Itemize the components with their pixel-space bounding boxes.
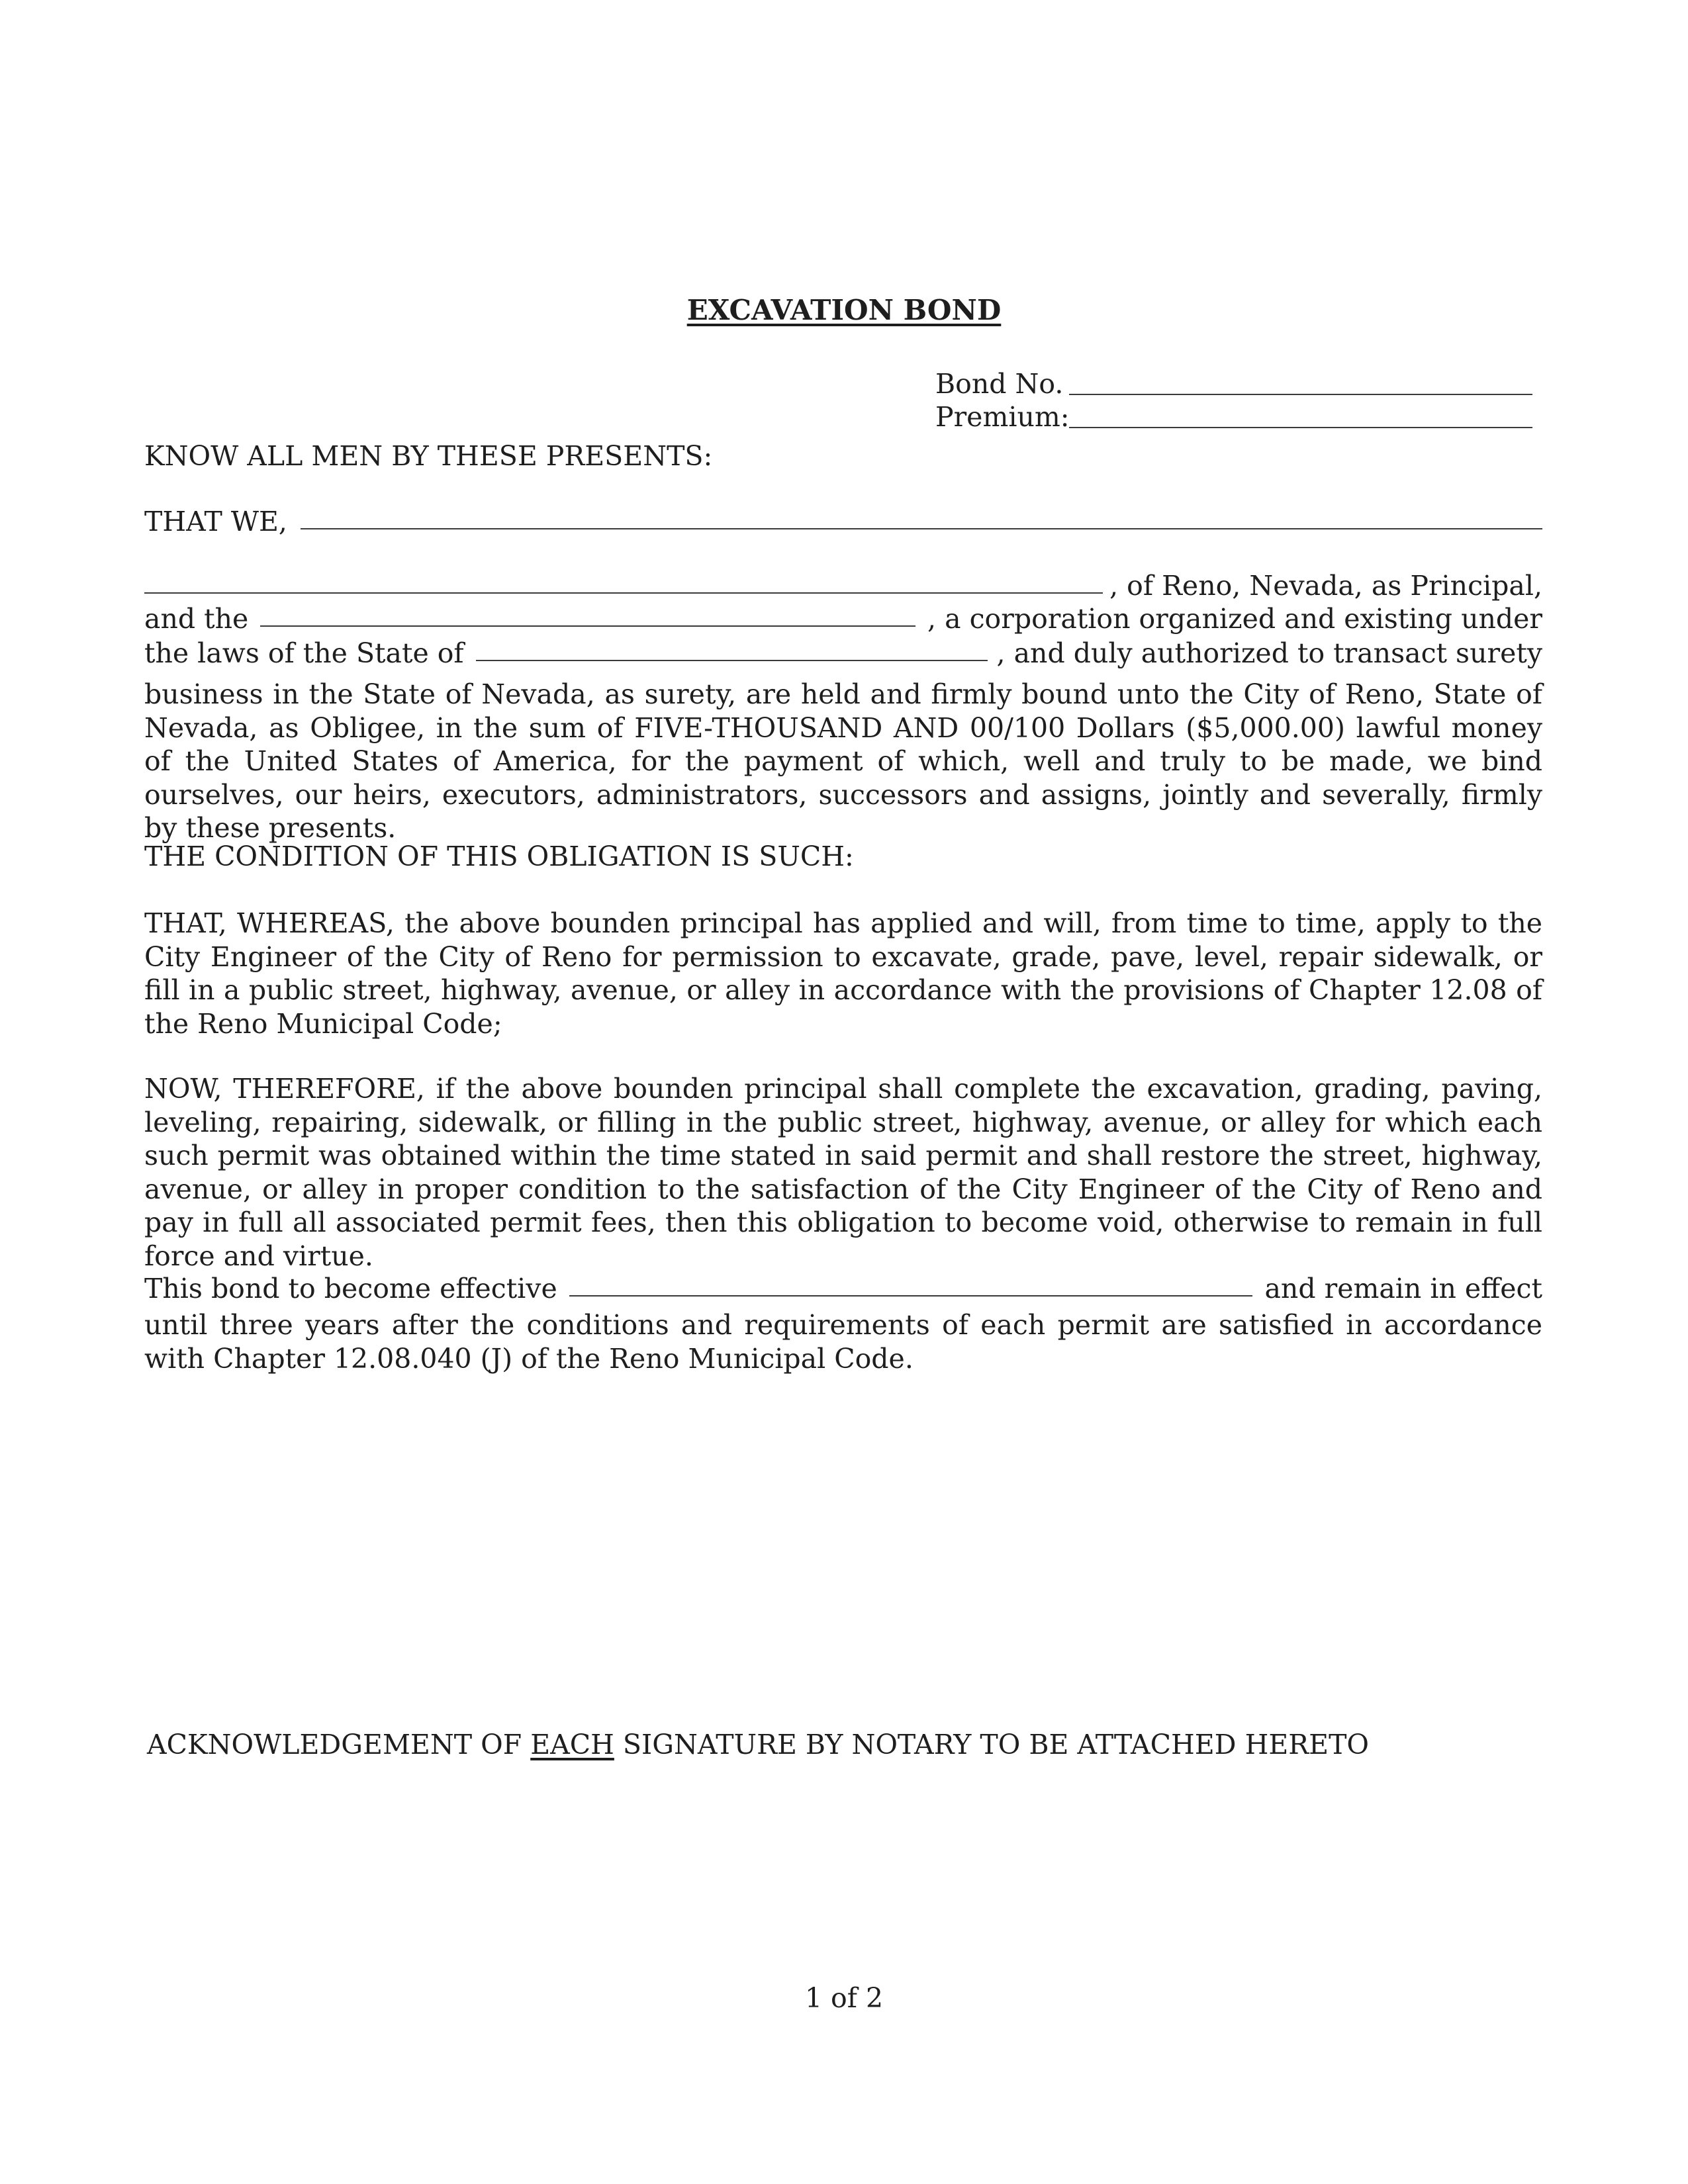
state-row <box>144 633 1542 669</box>
surety-row <box>144 599 1542 635</box>
surety-state-field[interactable] <box>476 660 988 661</box>
effective-continuation: until three years after the conditions and requirements of each permit are satisfied in accordance with Chapter 12.08.040 (J) of the Reno Municipal Code. <box>144 1309 1542 1375</box>
and-the-label: and the <box>144 603 249 635</box>
document-title: EXCAVATION BOND <box>686 294 1002 326</box>
premium-field[interactable] <box>1069 427 1532 428</box>
therefore-paragraph: NOW, THEREFORE, if the above bounden principal shall complete the excavation, grading, paving, leveling, repairing, sidewalk, or filling in the public street, highway, avenue, or alley for which each such permit was obtained within the time stated in said permit and shall restore the street, highway, avenue, or alley in proper condition to the satisfaction of the City Engineer of the City of Reno and pay in full all associated permit fees, then this obligation to become void, otherwise to remain in full force and virtue. <box>144 1073 1542 1272</box>
principal-suffix: , of Reno, Nevada, as Principal, <box>1109 570 1542 602</box>
corporation-suffix: , a corporation organized and existing under <box>927 603 1542 635</box>
effective-row <box>144 1269 1542 1304</box>
principal-name-field[interactable] <box>301 528 1542 529</box>
effective-date-field[interactable] <box>569 1295 1253 1297</box>
intro-text: KNOW ALL MEN BY THESE PRESENTS: <box>144 440 713 472</box>
effective-label: This bond to become effective <box>144 1273 557 1304</box>
condition-heading: THE CONDITION OF THIS OBLIGATION IS SUCH: <box>144 841 854 872</box>
laws-of-state-label: the laws of the State of <box>144 637 464 669</box>
principal-row <box>144 566 1542 602</box>
bond-no-label: Bond No. <box>935 368 1064 400</box>
that-we-label: THAT WE, <box>144 506 287 537</box>
acknowledgement-emphasis: EACH <box>530 1729 614 1760</box>
page-number: 1 of 2 <box>804 1982 884 2014</box>
that-we-row <box>144 502 1542 537</box>
obligation-paragraph: business in the State of Nevada, as surety, are held and firmly bound unto the City of Reno, State of Nevada, as Obligee, in the sum of FIVE-THOUSAND AND 00/100 Dollars ($5,000.00) lawful money of the United States of America, for the payment of which, well and truly to be made, we bind ourselves, our heirs, executors, administrators, successors and assigns, jointly and severally, firmly by these presents. <box>144 678 1542 844</box>
whereas-paragraph: THAT, WHEREAS, the above bounden principal has applied and will, from time to time, apply to the City Engineer of the City of Reno for permission to excavate, grade, pave, level, repair sidewalk, or fill in a public street, highway, avenue, or alley in accordance with the provisions of Chapter 12.08 of the Reno Municipal Code; <box>144 907 1542 1040</box>
acknowledgement-after: SIGNATURE BY NOTARY TO BE ATTACHED HERETO <box>614 1729 1370 1760</box>
surety-name-field[interactable] <box>260 625 915 627</box>
principal-name-field-2[interactable] <box>144 592 1103 594</box>
effective-suffix: and remain in effect <box>1264 1273 1542 1304</box>
premium-label: Premium: <box>935 401 1070 433</box>
acknowledgement-before: ACKNOWLEDGEMENT OF <box>147 1729 531 1760</box>
acknowledgement-line <box>147 1729 1369 1760</box>
bond-no-field[interactable] <box>1069 394 1532 395</box>
authorized-suffix: , and duly authorized to transact surety <box>996 637 1542 669</box>
